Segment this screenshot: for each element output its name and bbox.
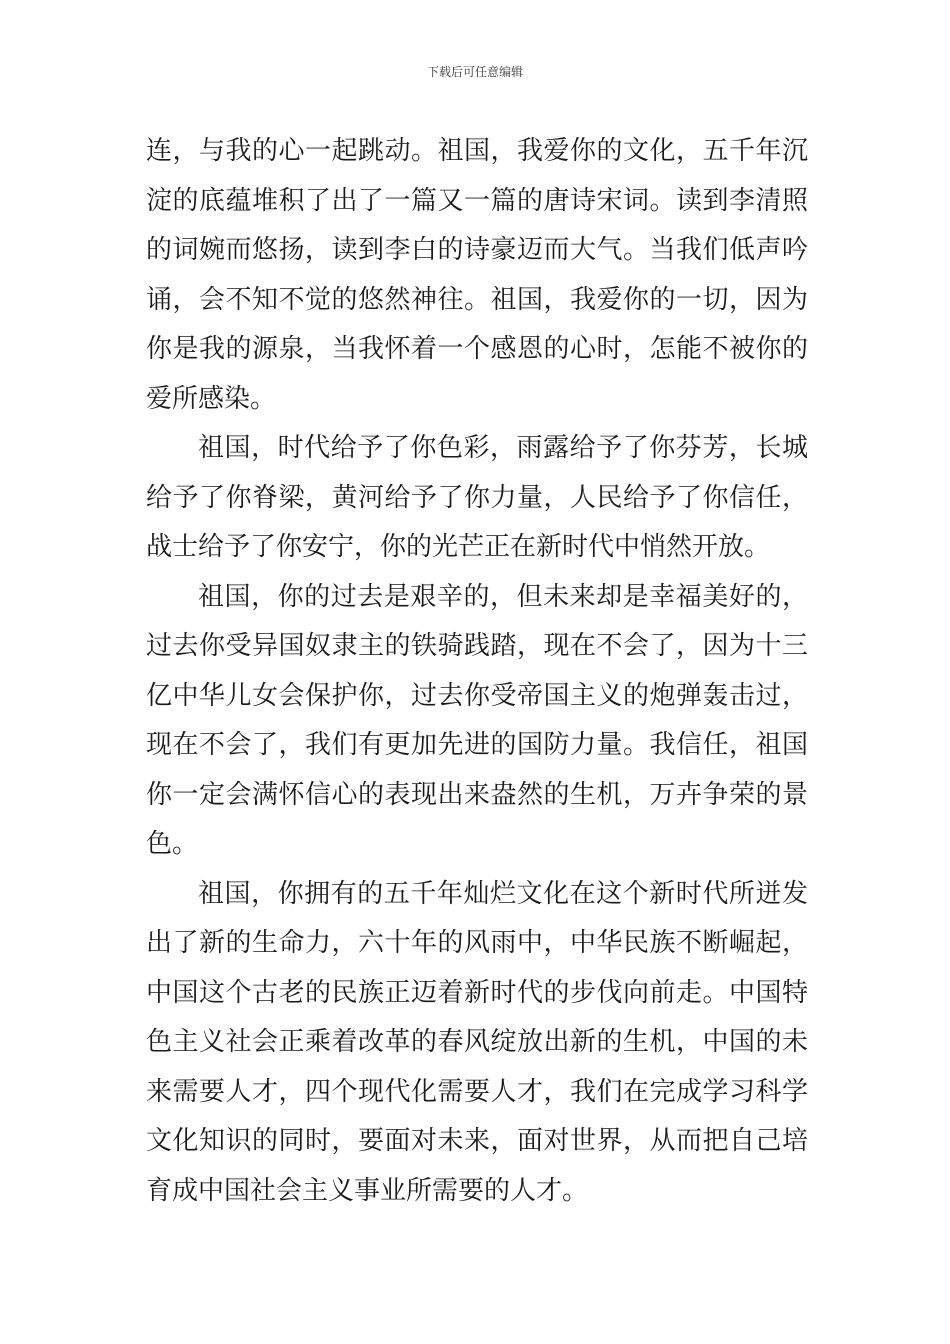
text-line: 你是我的源泉，当我怀着一个感恩的心时，怎能不被你的: [146, 334, 808, 364]
paragraph: [146, 573, 808, 870]
text-line: 祖国，时代给予了你色彩，雨露给予了你芬芳，长城: [198, 433, 808, 463]
text-line: 你一定会满怀信心的表现出来盎然的生机，万卉争荣的景: [146, 779, 808, 810]
text-line: 色主义社会正乘着改革的春风绽放出新的生机，中国的未: [146, 1027, 808, 1057]
text-line: 出了新的生命力，六十年的风雨中，中华民族不断崛起，: [146, 928, 808, 958]
text-line: 文化知识的同时，要面对未来，面对世界，从而把自己培: [146, 1126, 808, 1156]
text-line: 亿中华儿女会保护你，过去你受帝国主义的炮弹轰击过，: [146, 680, 808, 711]
text-line: 爱所感染。: [146, 383, 277, 414]
text-line: 现在不会了，我们有更加先进的国防力量。我信任，祖国: [146, 730, 808, 760]
body-text: [146, 127, 808, 1216]
paragraph: [146, 870, 808, 1217]
text-line: 过去你受异国奴隶主的铁骑践踏，现在不会了，因为十三: [146, 631, 808, 661]
text-line: 育成中国社会主义事业所需要的人才。: [146, 1175, 589, 1206]
text-line: 战士给予了你安宁，你的光芒正在新时代中悄然开放。: [146, 532, 771, 562]
text-line: 给予了你脊梁，黄河给予了你力量，人民给予了你信任，: [146, 482, 808, 513]
page-header: 下载后可任意编辑: [426, 65, 523, 79]
paragraph: [146, 424, 808, 573]
text-line: 中国这个古老的民族正迈着新时代的步伐向前走。中国特: [146, 977, 808, 1008]
text-line: 祖国，你的过去是艰辛的，但未来却是幸福美好的，: [198, 581, 808, 612]
text-line: 色。: [146, 829, 199, 859]
text-line: 连，与我的心一起跳动。祖国，我爱你的文化，五千年沉: [146, 136, 808, 166]
text-line: 的词婉而悠扬，读到李白的诗豪迈而大气。当我们低声吟: [146, 235, 808, 265]
paragraph: [146, 127, 808, 424]
text-line: 淀的底蕴堆积了出了一篇又一篇的唐诗宋词。读到李清照: [146, 185, 808, 216]
text-line: 诵，会不知不觉的悠然神往。祖国，我爱你的一切，因为: [146, 284, 808, 315]
text-line: 祖国，你拥有的五千年灿烂文化在这个新时代所迸发: [198, 878, 808, 909]
text-line: 来需要人才，四个现代化需要人才，我们在完成学习科学: [146, 1076, 808, 1107]
